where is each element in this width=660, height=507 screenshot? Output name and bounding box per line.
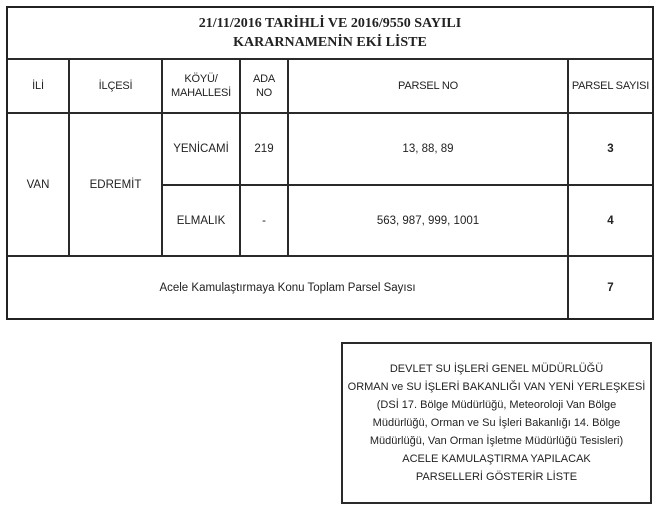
info-line-2: ORMAN ve SU İŞLERİ BAKANLIĞI VAN YENİ YERLEŞKESİ — [347, 381, 646, 393]
total-label-text: Acele Kamulaştırmaya Konu Toplam Parsel Sayısı — [159, 281, 416, 294]
header-ada — [241, 60, 287, 112]
cell-il — [8, 114, 68, 255]
info-line-1: DEVLET SU İŞLERİ GENEL MÜDÜRLÜĞÜ — [389, 363, 604, 375]
info-box — [341, 342, 652, 504]
parcel-table — [6, 6, 654, 320]
header-ada-label-1: ADA — [252, 73, 276, 85]
ilce-value: EDREMİT — [89, 178, 142, 191]
total-value-text: 7 — [607, 281, 614, 294]
header-koy-label-2: MAHALLESİ — [171, 87, 231, 99]
table-row-1-koy — [163, 114, 239, 184]
header-koy-label-1: KÖYÜ/ — [184, 73, 218, 85]
parsel-sayisi-value: 3 — [607, 143, 614, 155]
info-line-5: Müdürlüğü, Van Orman İşletme Müdürlüğü Tesisleri) — [369, 435, 624, 447]
total-value — [569, 257, 652, 318]
parsel-no-value: 13, 88, 89 — [402, 143, 454, 155]
header-koy — [163, 60, 239, 112]
table-row-1-parsel-no — [289, 114, 567, 184]
header-parsel-sayisi-label: PARSEL SAYISI — [571, 80, 650, 92]
table-row-2-parsel-no — [289, 186, 567, 255]
parsel-sayisi-value: 4 — [607, 214, 614, 227]
table-row-1-ada — [241, 114, 287, 184]
info-line-3: (DSİ 17. Bölge Müdürlüğü, Meteoroloji Van Bölge — [376, 399, 617, 411]
ada-value: 219 — [254, 143, 274, 155]
info-line-7: PARSELLERİ GÖSTERİR LİSTE — [415, 471, 578, 483]
header-il — [8, 60, 68, 112]
header-ilce — [70, 60, 161, 112]
header-parsel-no — [289, 60, 567, 112]
title-line-2: KARARNAMENİN EKİ LİSTE — [233, 35, 427, 50]
koy-value: YENİCAMİ — [173, 143, 229, 155]
header-parsel-sayisi — [569, 60, 652, 112]
header-ilce-label: İLÇESİ — [98, 80, 133, 92]
header-parsel-no-label: PARSEL NO — [398, 80, 458, 92]
koy-value: ELMALIK — [176, 214, 226, 227]
parsel-no-value: 563, 987, 999, 1001 — [376, 214, 480, 227]
ada-value: - — [262, 214, 266, 227]
table-row-2-koy — [163, 186, 239, 255]
header-ada-label-2: NO — [255, 87, 273, 99]
table-row-1-parsel-sayisi — [569, 114, 652, 184]
table-title — [8, 8, 652, 58]
header-il-label: İLİ — [32, 80, 44, 92]
total-label — [8, 257, 567, 318]
il-value: VAN — [26, 178, 50, 191]
cell-ilce — [70, 114, 161, 255]
table-row-2-parsel-sayisi — [569, 186, 652, 255]
info-line-6: ACELE KAMULAŞTIRMA YAPILACAK — [402, 453, 591, 465]
info-line-4: Müdürlüğü, Orman ve Su İşleri Bakanlığı 14. Bölge — [372, 417, 621, 429]
title-line-1: 21/11/2016 TARİHLİ VE 2016/9550 SAYILI — [198, 16, 462, 31]
table-row-2-ada — [241, 186, 287, 255]
